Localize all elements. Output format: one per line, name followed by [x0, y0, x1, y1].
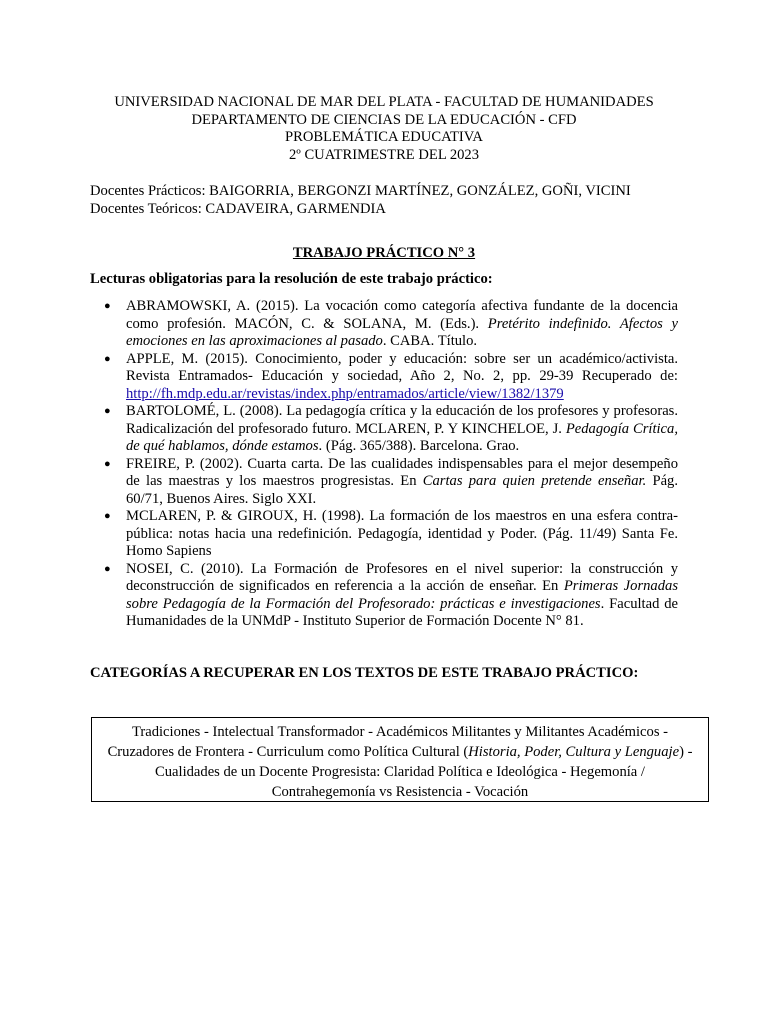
- header-university: UNIVERSIDAD NACIONAL DE MAR DEL PLATA - FACULTAD DE HUMANIDADES: [114, 94, 654, 110]
- categories-line: Tradiciones - Intelectual Transformador - Académicos Militantes y Militantes Académicos -: [131, 724, 669, 740]
- reading-item: ● BARTOLOMÉ, L. (2008). La pedagogía crítica y la educación de los profesores y profesoras. Radicalización del profesorado futuro. MCLAREN, P. Y KINCHELOE, J. Pedagogía Crítica, de qué hablamos, dónde estamos. (Pág. 365/388). Barcelona. Grao.: [104, 403, 678, 454]
- bullet-icon: ●: [104, 405, 111, 417]
- reading-item: ● FREIRE, P. (2002). Cuarta carta. De las cualidades indispensables para el mejor desempeño de las maestras y los maestros progresistas. En Cartas para quien pretende enseñar. Pág. 60/71, Buenos Aires. Siglo XXI.: [104, 455, 678, 507]
- reading-link[interactable]: http://fh.mdp.edu.ar/revistas/index.php/entramados/article/view/1382/1379: [126, 385, 564, 402]
- bullet-icon: ●: [104, 510, 111, 522]
- categories-line: Cruzadores de Frontera - Curriculum como Política Cultural (Historia, Poder, Cultura y Lenguaje) -: [107, 744, 693, 760]
- categories-heading: CATEGORÍAS A RECUPERAR EN LOS TEXTOS DE ESTE TRABAJO PRÁCTICO:: [90, 665, 639, 681]
- readings-list: [90, 298, 678, 631]
- reading-item: ● MCLAREN, P. & GIROUX, H. (1998). La formación de los maestros en una esfera contra-pública: notas hacia una redefinición. Pedagogía, identidad y Poder. (Pág. 11/49) Santa Fe. Homo Sapiens: [104, 508, 678, 559]
- teachers-block: [90, 183, 690, 218]
- teachers-practical: Docentes Prácticos: BAIGORRIA, BERGONZI MARTÍNEZ, GONZÁLEZ, GOÑI, VICINI: [90, 183, 631, 199]
- header-department: DEPARTAMENTO DE CIENCIAS DE LA EDUCACIÓN - CFD: [191, 111, 577, 128]
- reading-item: ● NOSEI, C. (2010). La Formación de Profesores en el nivel superior: la construcción y deconstrucción de significados en referencia a la acción de enseñar. En Primeras Jornadas sobre Pedagogía de la Formación del Profesorado: prácticas e investigaciones. Facultad de Humanidades de la UNMdP - Instituto Superior de Formación Docente N° 81.: [104, 560, 678, 629]
- bullet-icon: ●: [104, 352, 111, 365]
- categories-box: [91, 717, 709, 802]
- assignment-title: TRABAJO PRÁCTICO N° 3: [292, 245, 476, 261]
- reading-item: ● APPLE, M. (2015). Conocimiento, poder y educación: sobre ser un académico/activista. Revista Entramados- Educación y sociedad, Año 2, No. 2, pp. 29-39 Recuperado de: http://fh.mdp.edu.ar/revistas/index.php/entramados/article/view/1382/1379: [104, 350, 678, 402]
- header-term: 2º CUATRIMESTRE DEL 2023: [288, 146, 480, 163]
- bullet-icon: ●: [104, 457, 111, 470]
- teachers-theory: Docentes Teóricos: CADAVEIRA, GARMENDIA: [90, 200, 386, 217]
- bullet-icon: ●: [104, 300, 111, 312]
- bullet-icon: ●: [104, 562, 111, 575]
- categories-line: Contrahegemonía vs Resistencia - Vocación: [271, 784, 529, 800]
- reading-item: ● ABRAMOWSKI, A. (2015). La vocación como categoría afectiva fundante de la docencia como profesión. MACÓN, C. & SOLANA, M. (Eds.). Pretérito indefinido. Afectos y emociones en las aproximaciones al pasado. CABA. Título.: [104, 298, 678, 349]
- categories-line: Cualidades de un Docente Progresista: Claridad Política e Ideológica - Hegemonía /: [155, 764, 645, 780]
- document-header: [90, 94, 678, 164]
- header-course: PROBLEMÁTICA EDUCATIVA: [285, 129, 483, 145]
- readings-heading: Lecturas obligatorias para la resolución de este trabajo práctico:: [90, 271, 493, 287]
